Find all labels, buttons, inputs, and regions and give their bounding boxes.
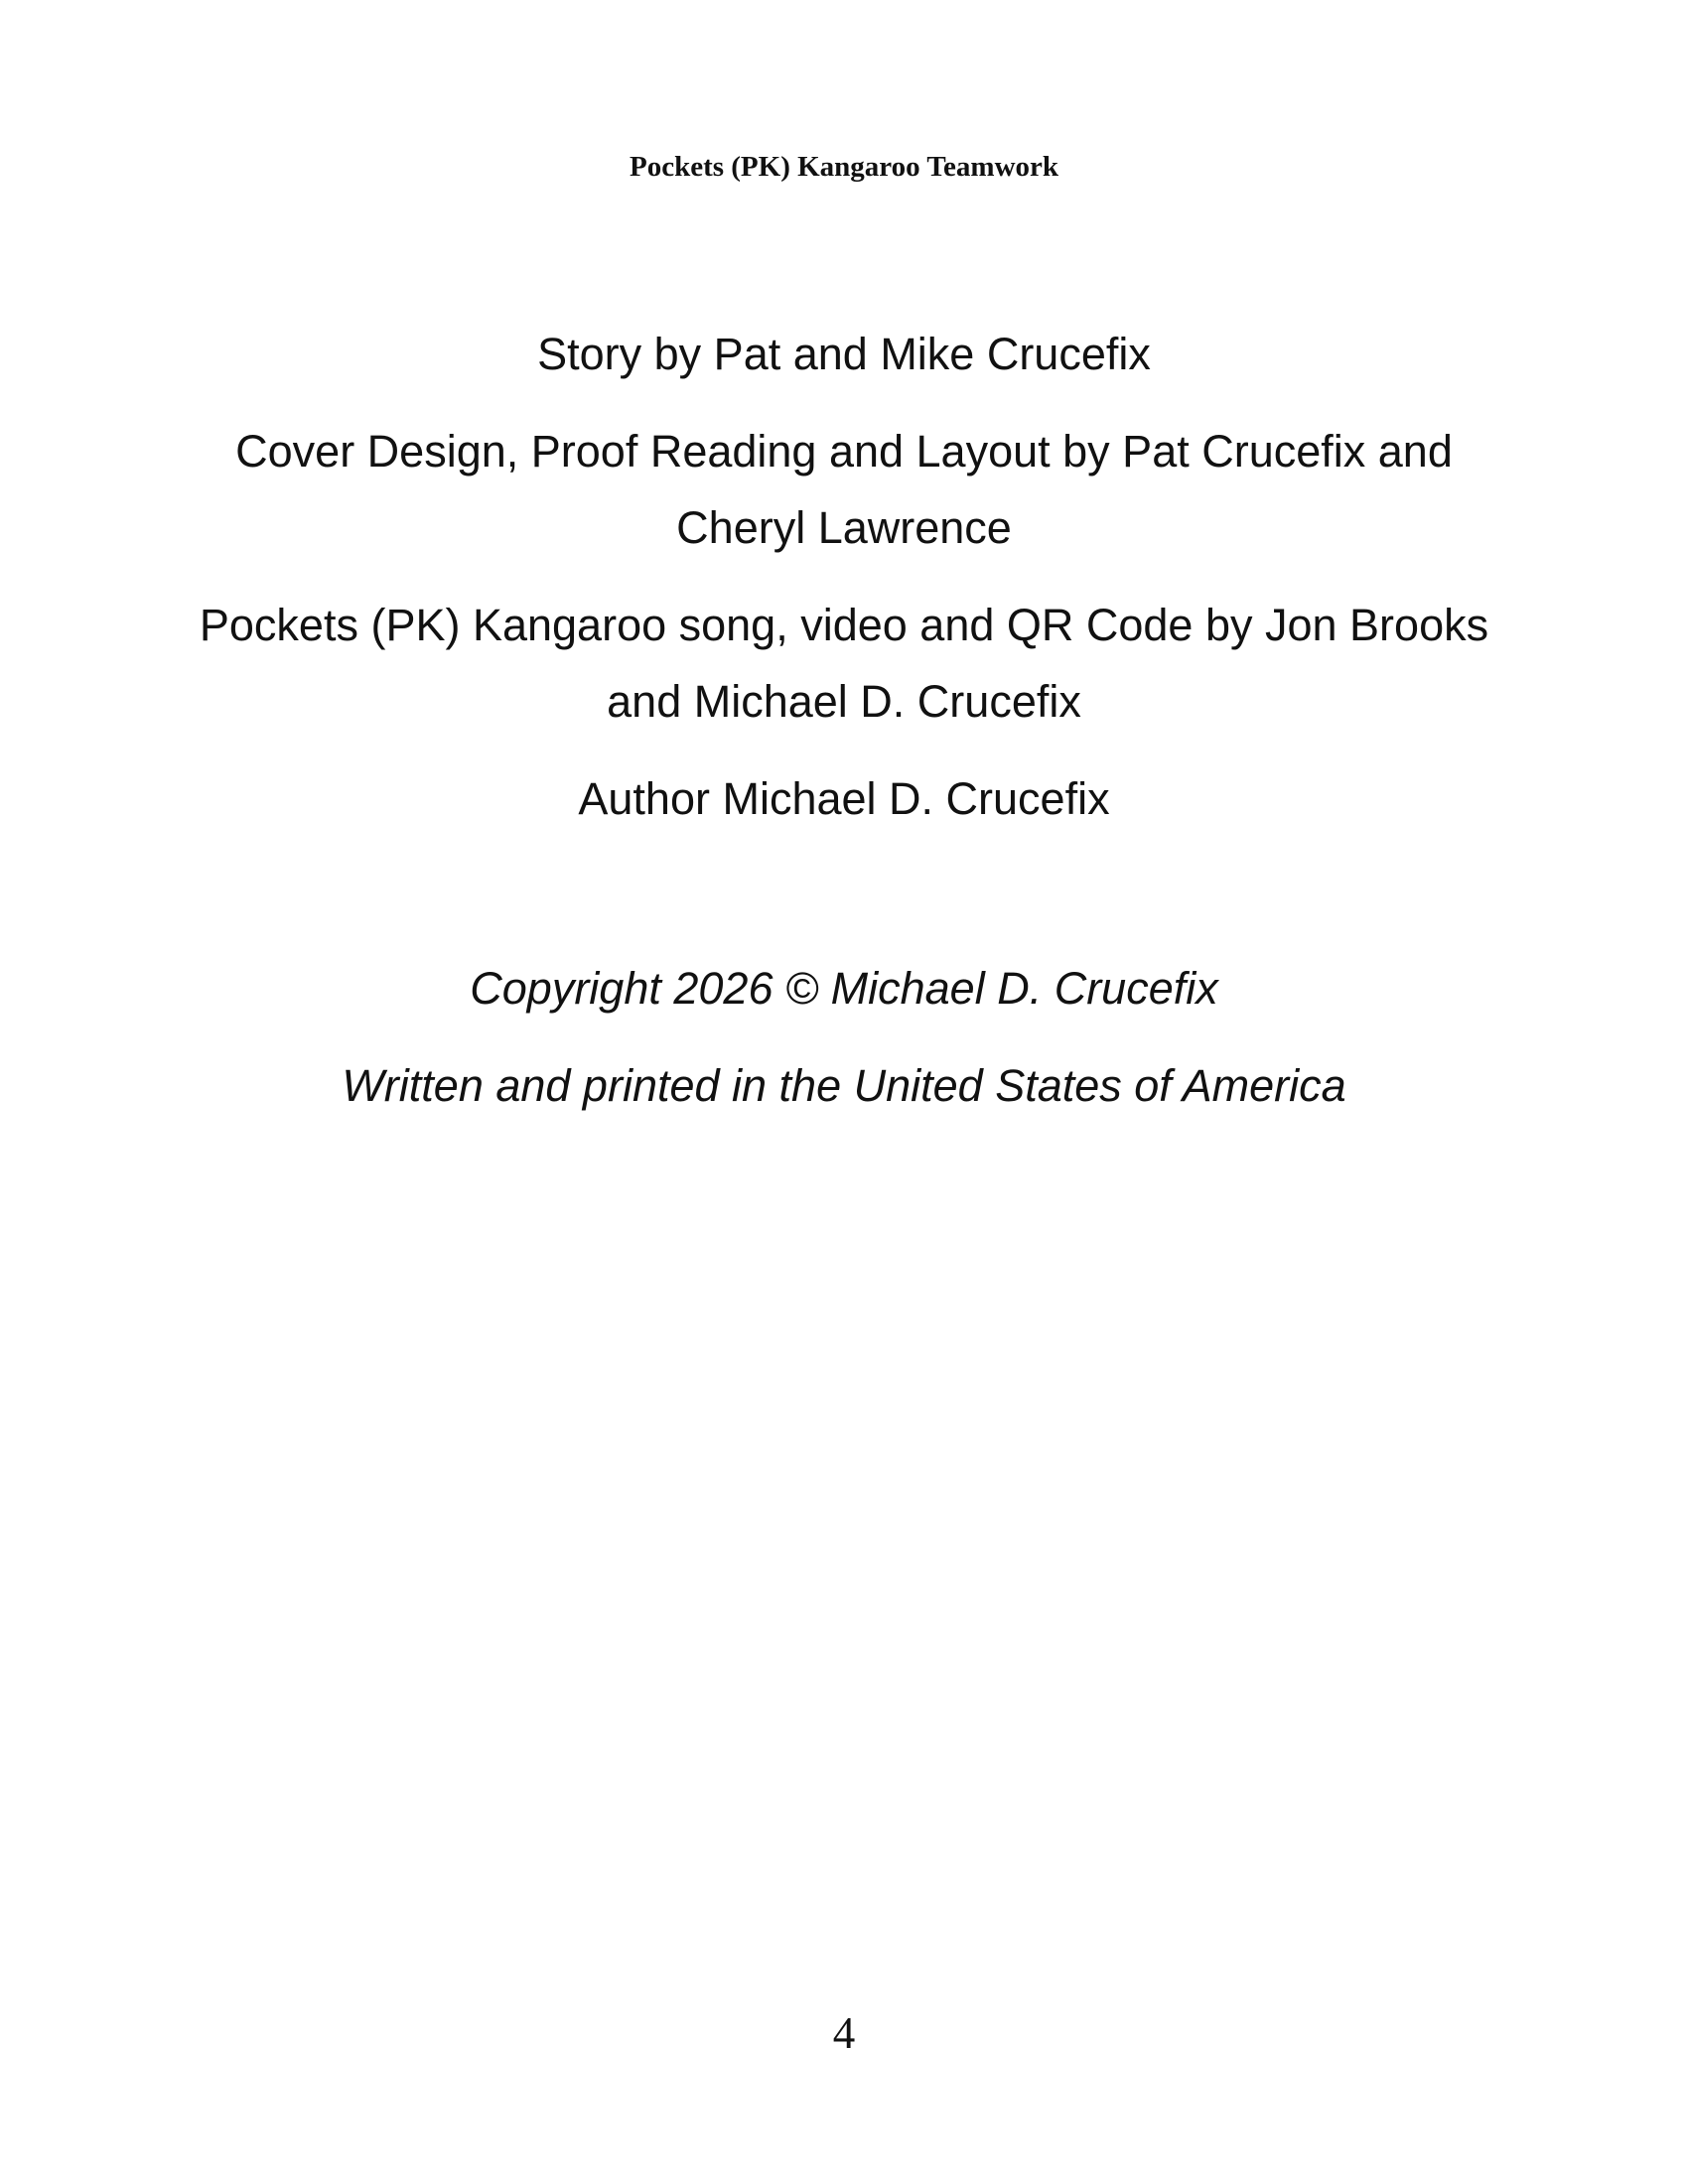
song-credit: Pockets (PK) Kangaroo song, video and QR Code by Jon Brooks and Michael D. Crucefix bbox=[199, 600, 1489, 727]
printing-origin: Written and printed in the United States of America bbox=[342, 1060, 1346, 1111]
running-header-title: Pockets (PK) Kangaroo Teamwork bbox=[629, 151, 1059, 183]
design-credit: Cover Design, Proof Reading and Layout by Pat Crucefix and Cheryl Lawrence bbox=[235, 426, 1453, 553]
page-number: 4 bbox=[832, 2008, 856, 2058]
story-credit: Story by Pat and Mike Crucefix bbox=[537, 329, 1151, 379]
copyright-section bbox=[199, 950, 1489, 1145]
copyright-notice: Copyright 2026 © Michael D. Crucefix bbox=[470, 963, 1218, 1014]
credits-section bbox=[199, 316, 1489, 858]
author-credit: Author Michael D. Crucefix bbox=[578, 773, 1110, 824]
